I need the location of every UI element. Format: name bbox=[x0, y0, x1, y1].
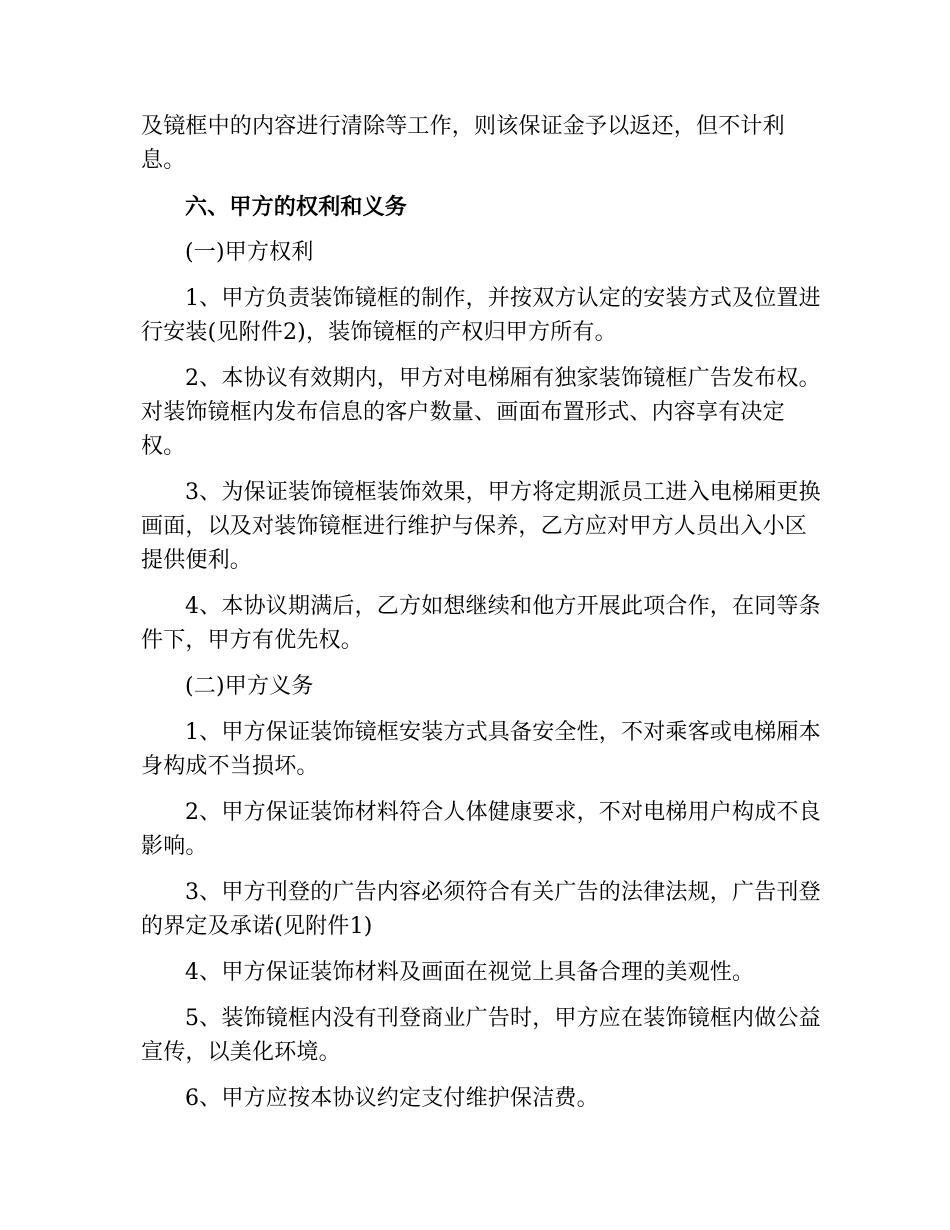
subsection-heading-party-a-obligations: (二)甲方义务 bbox=[185, 674, 314, 699]
paragraph-item: 6、甲方应按本协议约定支付维护保洁费。 bbox=[185, 1086, 599, 1111]
paragraph-item: 1、甲方保证装饰镜框安装方式具备安全性，不对乘客或电梯厢本身构成不当损坏。 bbox=[141, 720, 821, 779]
paragraph-item: 4、甲方保证装饰材料及画面在视觉上具备合理的美观性。 bbox=[185, 960, 755, 985]
paragraph-item: 3、为保证装饰镜框装饰效果，甲方将定期派员工进入电梯厢更换画面，以及对装饰镜框进行维护与保养，乙方应对甲方人员出入小区提供便利。 bbox=[141, 480, 821, 573]
paragraph-item: 2、甲方保证装饰材料符合人体健康要求，不对电梯用户构成不良影响。 bbox=[141, 800, 821, 859]
paragraph-item: 5、装饰镜框内没有刊登商业广告时，甲方应在装饰镜框内做公益宣传，以美化环境。 bbox=[141, 1006, 821, 1065]
paragraph-item: 1、甲方负责装饰镜框的制作，并按双方认定的安装方式及位置进行安装(见附件2)，装饰镜框的产权归甲方所有。 bbox=[141, 286, 821, 345]
paragraph-item: 4、本协议期满后，乙方如想继续和他方开展此项合作，在同等条件下，甲方有优先权。 bbox=[141, 594, 821, 653]
document-body bbox=[141, 110, 821, 1128]
section-heading-party-a-rights-obligations: 六、甲方的权利和义务 bbox=[185, 194, 408, 220]
paragraph-continuation: 及镜框中的内容进行清除等工作，则该保证金予以返还，但不计利息。 bbox=[141, 114, 785, 173]
paragraph-item: 2、本协议有效期内，甲方对电梯厢有独家装饰镜框广告发布权。对装饰镜框内发布信息的客户数量、画面布置形式、内容享有决定权。 bbox=[141, 366, 821, 459]
paragraph-item: 3、甲方刊登的广告内容必须符合有关广告的法律法规，广告刊登的界定及承诺(见附件1) bbox=[141, 880, 821, 939]
subsection-heading-party-a-rights: (一)甲方权利 bbox=[185, 240, 314, 265]
